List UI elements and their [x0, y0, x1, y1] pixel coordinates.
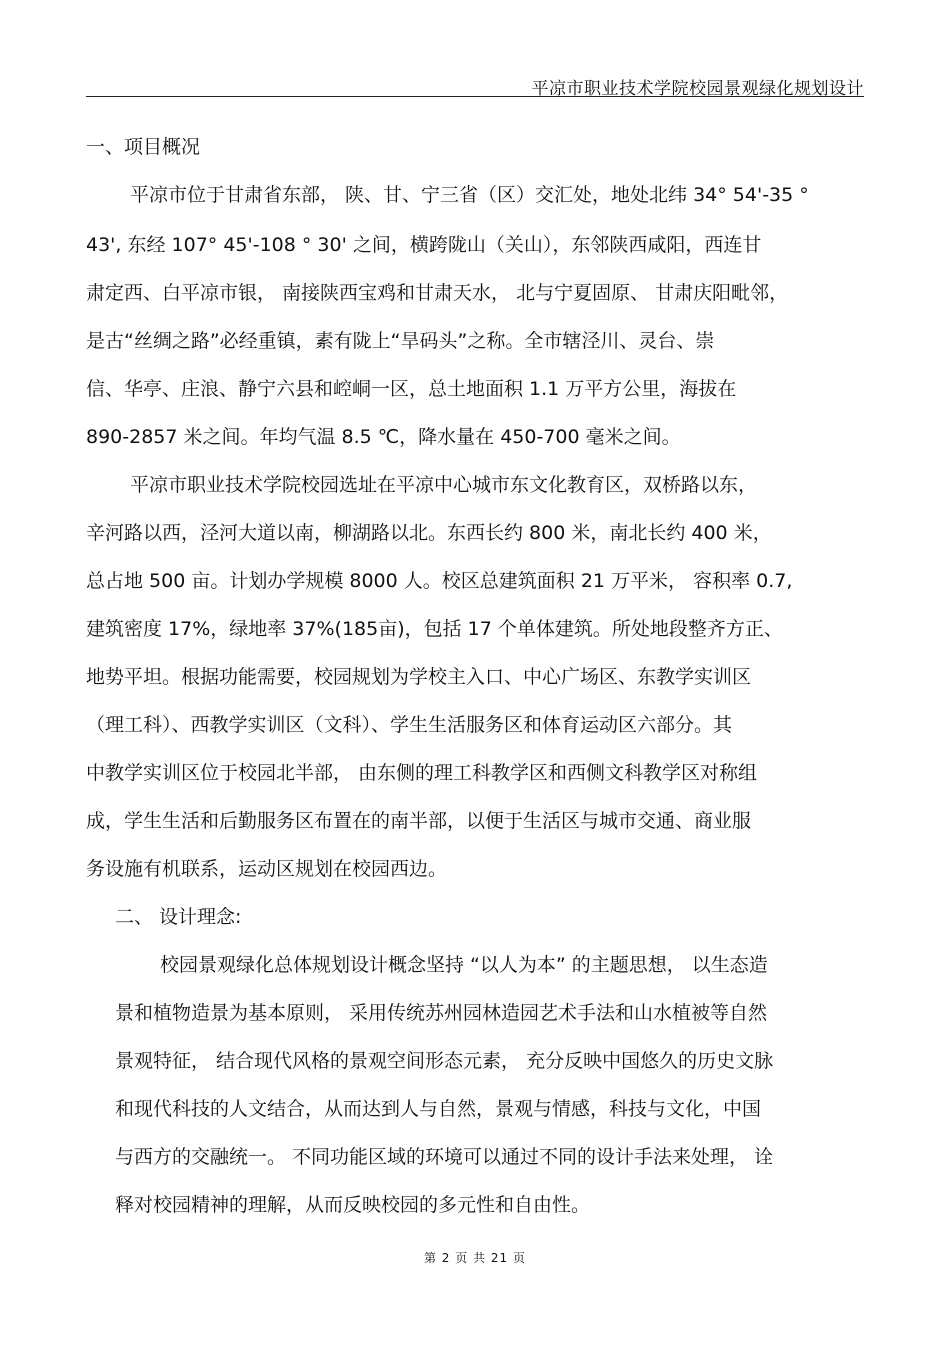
paragraph-line: 景观特征， 结合现代风格的景观空间形态元素， 充分反映中国悠久的历史文脉 — [115, 1050, 774, 1072]
paragraph-line: 总占地 500 亩。计划办学规模 8000 人。校区总建筑面积 21 万平米， 容积率 0.7, — [86, 570, 793, 592]
paragraph-line: 辛河路以西，泾河大道以南，柳湖路以北。东西长约 800 米，南北长约 400 米， — [86, 522, 772, 544]
section-heading: 一、项目概况 — [86, 136, 201, 158]
paragraph-line: 建筑密度 17%，绿地率 37%(185亩)，包括 17 个单体建筑。所处地段整齐方正、 — [86, 618, 783, 640]
section-heading: 二、 设计理念: — [115, 906, 242, 928]
paragraph-line: 与西方的交融统一。 不同功能区域的环境可以通过不同的设计手法来处理， 诠 — [115, 1146, 774, 1168]
paragraph-line: 成，学生生活和后勤服务区布置在的南半部，以便于生活区与城市交通、商业服 — [86, 810, 752, 832]
paragraph-line: 释对校园精神的理解，从而反映校园的多元性和自由性。 — [115, 1194, 591, 1216]
paragraph-line: 校园景观绿化总体规划设计概念坚持 “以人为本” 的主题思想， 以生态造 — [160, 954, 768, 976]
paragraph-line: 信、华亭、庄浪、静宁六县和崆峒一区，总土地面积 1.1 万平方公里，海拔在 — [86, 378, 737, 400]
footer-suffix: 页 — [513, 1251, 527, 1265]
paragraph-line: 务设施有机联系，运动区规划在校园西边。 — [86, 858, 448, 880]
paragraph-line: 平凉市位于甘肃省东部， 陕、甘、宁三省（区）交汇处，地处北纬 34° 54'-35 ° — [130, 184, 809, 206]
paragraph-line: 43', 东经 107° 45'-108 ° 30' 之间，横跨陇山（关山），东邻陕西咸阳，西连甘 — [86, 234, 762, 256]
paragraph-line: 890-2857 米之间。年均气温 8.5 ℃，降水量在 450-700 毫米之间。 — [86, 426, 681, 448]
paragraph-line: 肃定西、白平凉市银， 南接陕西宝鸡和甘肃天水， 北与宁夏固原、 甘肃庆阳毗邻， — [86, 282, 789, 304]
page-header-title: 平凉市职业技术学院校园景观绿化规划设计 — [531, 79, 864, 99]
paragraph-line: 景和植物造景为基本原则， 采用传统苏州园林造园艺术手法和山水植被等自然 — [115, 1002, 768, 1024]
footer-current-page: 2 — [441, 1251, 451, 1265]
paragraph-line: 平凉市职业技术学院校园选址在平凉中心城市东文化教育区，双桥路以东， — [130, 474, 758, 496]
paragraph-line: 地势平坦。根据功能需要，校园规划为学校主入口、中心广场区、东教学实训区 — [86, 666, 752, 688]
paragraph-line: （理工科）、西教学实训区（文科）、学生生活服务区和体育运动区六部分。其 — [86, 714, 733, 736]
footer-total-pages: 21 — [490, 1251, 509, 1265]
footer-middle: 页 共 — [455, 1251, 487, 1265]
footer-prefix: 第 — [423, 1251, 437, 1265]
header-divider — [86, 96, 864, 97]
paragraph-line: 是古“丝绸之路”必经重镇，素有陇上“旱码头”之称。全市辖泾川、灵台、崇 — [86, 330, 715, 352]
paragraph-line: 中教学实训区位于校园北半部， 由东侧的理工科教学区和西侧文科教学区对称组 — [86, 762, 758, 784]
paragraph-line: 和现代科技的人文结合，从而达到人与自然，景观与情感，科技与文化，中国 — [115, 1098, 762, 1120]
page-footer — [0, 1249, 950, 1266]
